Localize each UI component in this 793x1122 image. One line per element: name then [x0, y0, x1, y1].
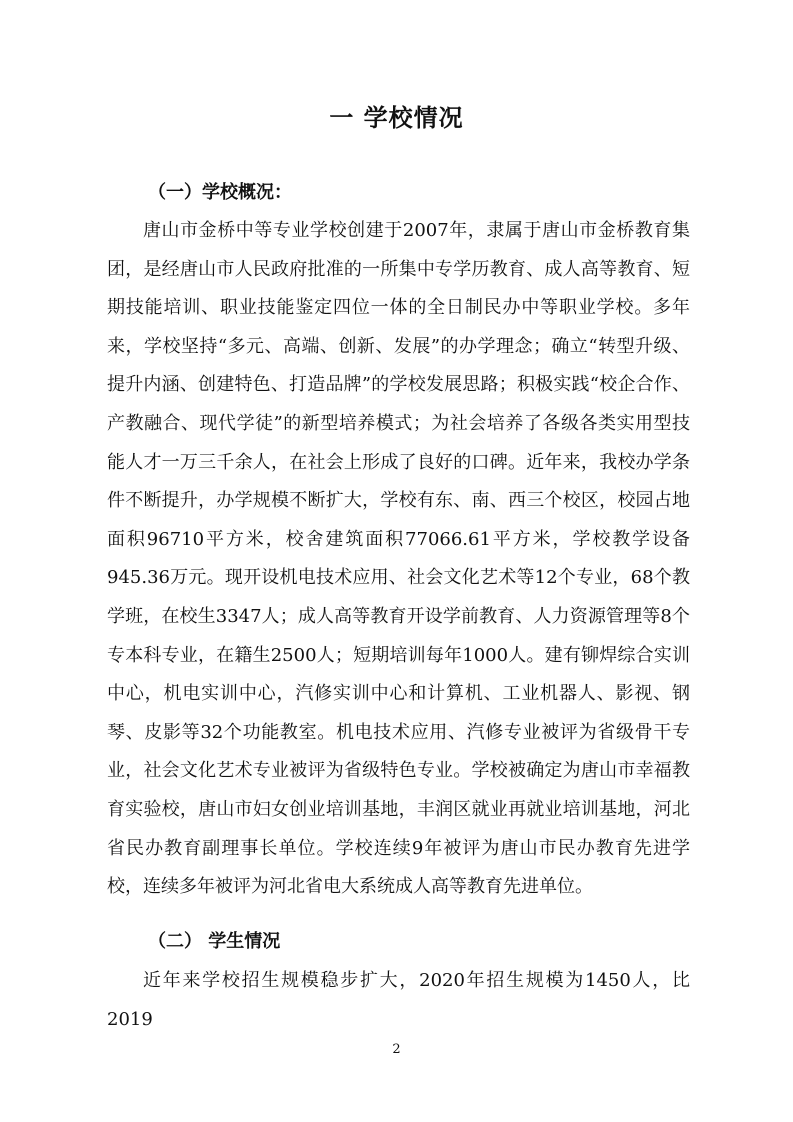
page-number: 2 [392, 1042, 401, 1057]
section-heading-school-overview: （一）学校概况： [148, 182, 292, 203]
school-overview-paragraph: 唐山市金桥中等专业学校创建于2007年，隶属于唐山市金桥教育集团，是经唐山市人民政府批准的一所集中专学历教育、成人高等教育、短期技能培训、职业技能鉴定四位一体的全日制民办中等职业学校。多年来，学校坚持“多元、高端、创新、发展”的办学理念；确立“转型升级、提升内涵、创建特色、打造品牌”的学校发展思路；积极实践“校企合作、产教融合、现代学徒”的新型培养模式；为社会培养了各级各类实用型技能人才一万三千余人，在社会上形成了良好的口碑。近年来，我校办学条件不断提升，办学规模不断扩大，学校有东、南、西三个校区，校园占地面积96710平方米，校舍建筑面积77066.61平方米，学校教学设备945.36万元。现开设机电技术应用、社会文化艺术等12个专业，68个教学班，在校生3347人；成人高等教育开设学前教育、人力资源管理等8个专本科专业，在籍生2500人；短期培训每年1000人。建有铆焊综合实训中心，机电实训中心，汽修实训中心和计算机、工业机器人、影视、钢琴、皮影等32个功能教室。机电技术应用、汽修专业被评为省级骨干专业，社会文化艺术专业被评为省级特色专业。学校被确定为唐山市幸福教育实验校，唐山市妇女创业培训基地，丰润区就业再就业培训基地，河北省民办教育副理事长单位。学校连续9年被评为唐山市民办教育先进学校，连续多年被评为河北省电大系统成人高等教育先进单位。 [107, 220, 690, 898]
page-title: 一 学校情况 [329, 104, 464, 132]
student-situation-paragraph: 近年来学校招生规模稳步扩大，2020年招生规模为1450人，比2019 [107, 970, 690, 1030]
section-heading-student-situation: （二） 学生情况 [148, 931, 281, 952]
